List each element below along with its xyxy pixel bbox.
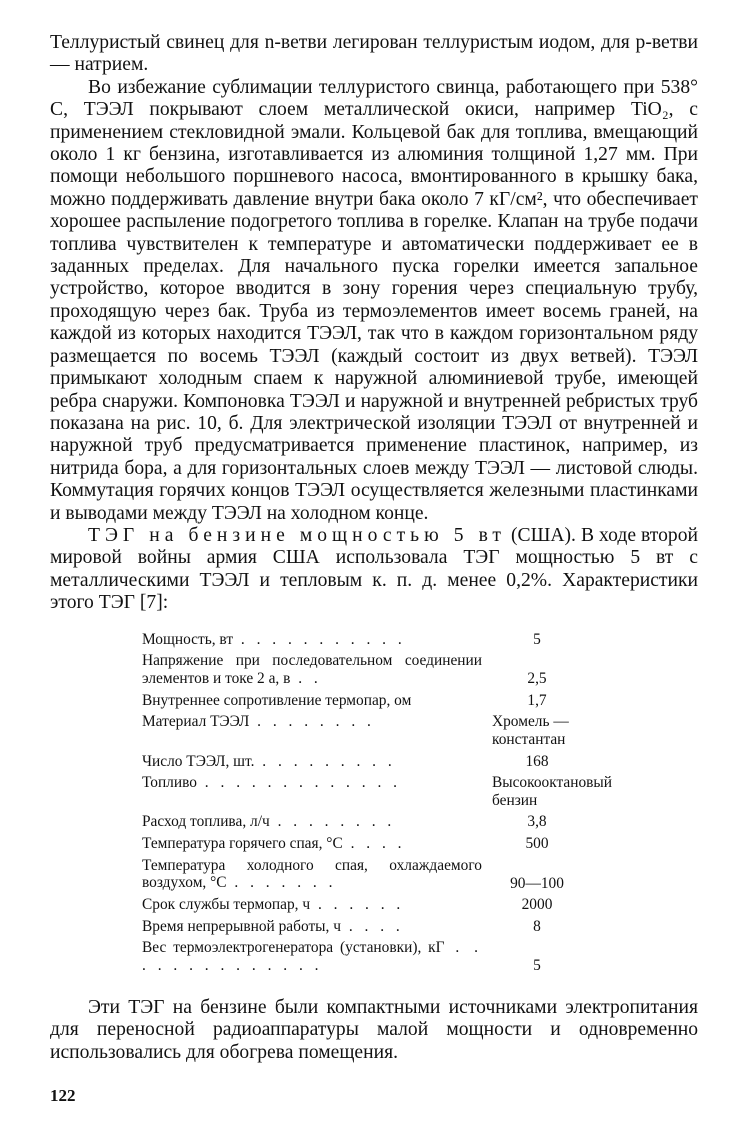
spec-value: 5 xyxy=(533,630,541,648)
spec-label: Внутреннее сопротивление термопар, ом xyxy=(142,691,412,709)
spec-value: 3,8 xyxy=(527,813,547,831)
spec-value: Хромель — константан xyxy=(492,713,569,748)
spec-label: Время непрерывной работы, ч xyxy=(142,917,341,935)
spec-leader-dots: . . . . . . . xyxy=(226,874,337,892)
spec-row xyxy=(142,835,662,853)
paragraph-4: Эти ТЭГ на бензине были компактными источниками электропитания для переносной радиоаппаратуры малой мощности и одновременно использовались для обогрева помещения. xyxy=(50,996,698,1063)
spec-leader-dots: . . . . . . . . . . . . . . xyxy=(142,939,482,974)
spec-leader-dots: . . . . . . . . . . . xyxy=(233,630,406,648)
paragraph-3 xyxy=(50,525,698,615)
spec-value: 1,7 xyxy=(527,691,547,709)
spec-row xyxy=(142,813,662,831)
spec-leader-dots: . . . . xyxy=(340,917,404,935)
spec-label: Температура горячего спая, °С xyxy=(142,834,343,852)
spec-row xyxy=(142,896,662,914)
spec-label: Топливо xyxy=(142,774,197,792)
spec-value: 2000 xyxy=(521,896,553,914)
spec-row xyxy=(142,774,662,809)
spec-leader-dots: . . . . . . xyxy=(310,896,405,914)
page-number: 122 xyxy=(50,1086,76,1105)
spec-row xyxy=(142,631,662,649)
spec-leader-dots: . . xyxy=(290,669,322,687)
spec-row xyxy=(142,652,662,688)
spec-value: 90—100 xyxy=(510,874,564,892)
spec-leader-dots: . . . . . . . . xyxy=(269,813,396,831)
spec-leader-dots: . . . . . . . . . . . . . xyxy=(196,774,401,792)
spec-label: Напряжение при последовательном соединении элементов и токе 2 а, в xyxy=(142,652,482,687)
spec-label: Температура холодного спая, охлаждаемого воздухом, °С xyxy=(142,856,482,892)
section-heading: ТЭГ на бензине мощностью 5 вт xyxy=(88,524,506,546)
paragraph-1: Теллуристый свинец для n-ветви легирован теллуристым иодом, для p-ветви — натрием. xyxy=(50,32,698,76)
spec-value: 168 xyxy=(525,752,549,770)
spec-value: 8 xyxy=(533,917,541,935)
spec-table xyxy=(142,631,662,975)
spec-leader-dots: . . . . . . . . xyxy=(249,713,375,731)
spec-value: 2,5 xyxy=(527,670,547,688)
spec-row xyxy=(142,939,662,975)
spec-label: Расход топлива, л/ч xyxy=(142,813,270,831)
spec-value: Высокооктановый бензин xyxy=(492,774,613,809)
spec-row xyxy=(142,918,662,936)
spec-leader-dots: . . . . xyxy=(342,834,406,852)
paragraph-2: Во избежание сублимации теллуристого свинца, работающего при 538° С, ТЭЭЛ покрывают слоем металлической окиси, например TiO₂, с применением стекловидной эмали. Кольцевой бак для топлива, вмещающий около 1 кг бензина, изготавливается из алюминия толщиной 1,27 мм. При помощи небольшого поршневого насоса, вмонтированного в крышку бака, можно поддерживать давление внутри бака около 7 кГ/см², что обеспечивает хорошее распыление подогретого топлива в горелке. Клапан на трубе подачи топлива чувствителен к температуре и автоматически поддерживает ее в заданных пределах. Для начального пуска горелки имеется запальное устройство, которое вводится в зону горения через специальную трубу, проходящую через бак. Труба из термоэлементов имеет восемь граней, на каждой из которых находится ТЭЭЛ, так что в каждом горизонтальном ряду размещается по восемь ТЭЭЛ (каждый состоит из двух ветвей). ТЭЭЛ примыкают холодным спаем к наружной алюминиевой трубе, имеющей ребра снаружи. Компоновка ТЭЭЛ и наружной и внутренней ребристых труб показана на рис. 10, б. Для электрической изоляции ТЭЭЛ от внутренней и наружной труб предусматривается применение пластинок, например, из нитрида бора, а для горизонтальных слоев между ТЭЭЛ — листовой слюды. Коммутация горячих концов ТЭЭЛ осуществляется железными пластинками и выводами между ТЭЭЛ на холодном конце. xyxy=(50,76,698,524)
spec-row xyxy=(142,753,662,771)
spec-row xyxy=(142,692,662,710)
spec-label: Вес термоэлектрогенератора (установки), кГ xyxy=(142,939,445,957)
spec-row xyxy=(142,713,662,748)
paragraph-3-body: В ходе второй мировой войны армия США использовала ТЭГ мощностью 5 вт с металлическими ТЭЭЛ и тепловым к. п. д. менее 0,2%. Характеристики этого ТЭГ [7]: xyxy=(50,524,698,614)
spec-label: Материал ТЭЭЛ xyxy=(142,713,250,731)
spec-label: Срок службы термопар, ч xyxy=(142,896,311,914)
spec-value: 500 xyxy=(525,834,549,852)
spec-label: Мощность, вт xyxy=(142,630,234,648)
spec-label: Число ТЭЭЛ, шт. xyxy=(142,752,255,770)
spec-row xyxy=(142,857,662,893)
spec-value: 5 xyxy=(533,957,541,975)
spec-leader-dots: . . . . . . . . . xyxy=(254,752,396,770)
section-heading-country: (США). xyxy=(510,524,576,546)
